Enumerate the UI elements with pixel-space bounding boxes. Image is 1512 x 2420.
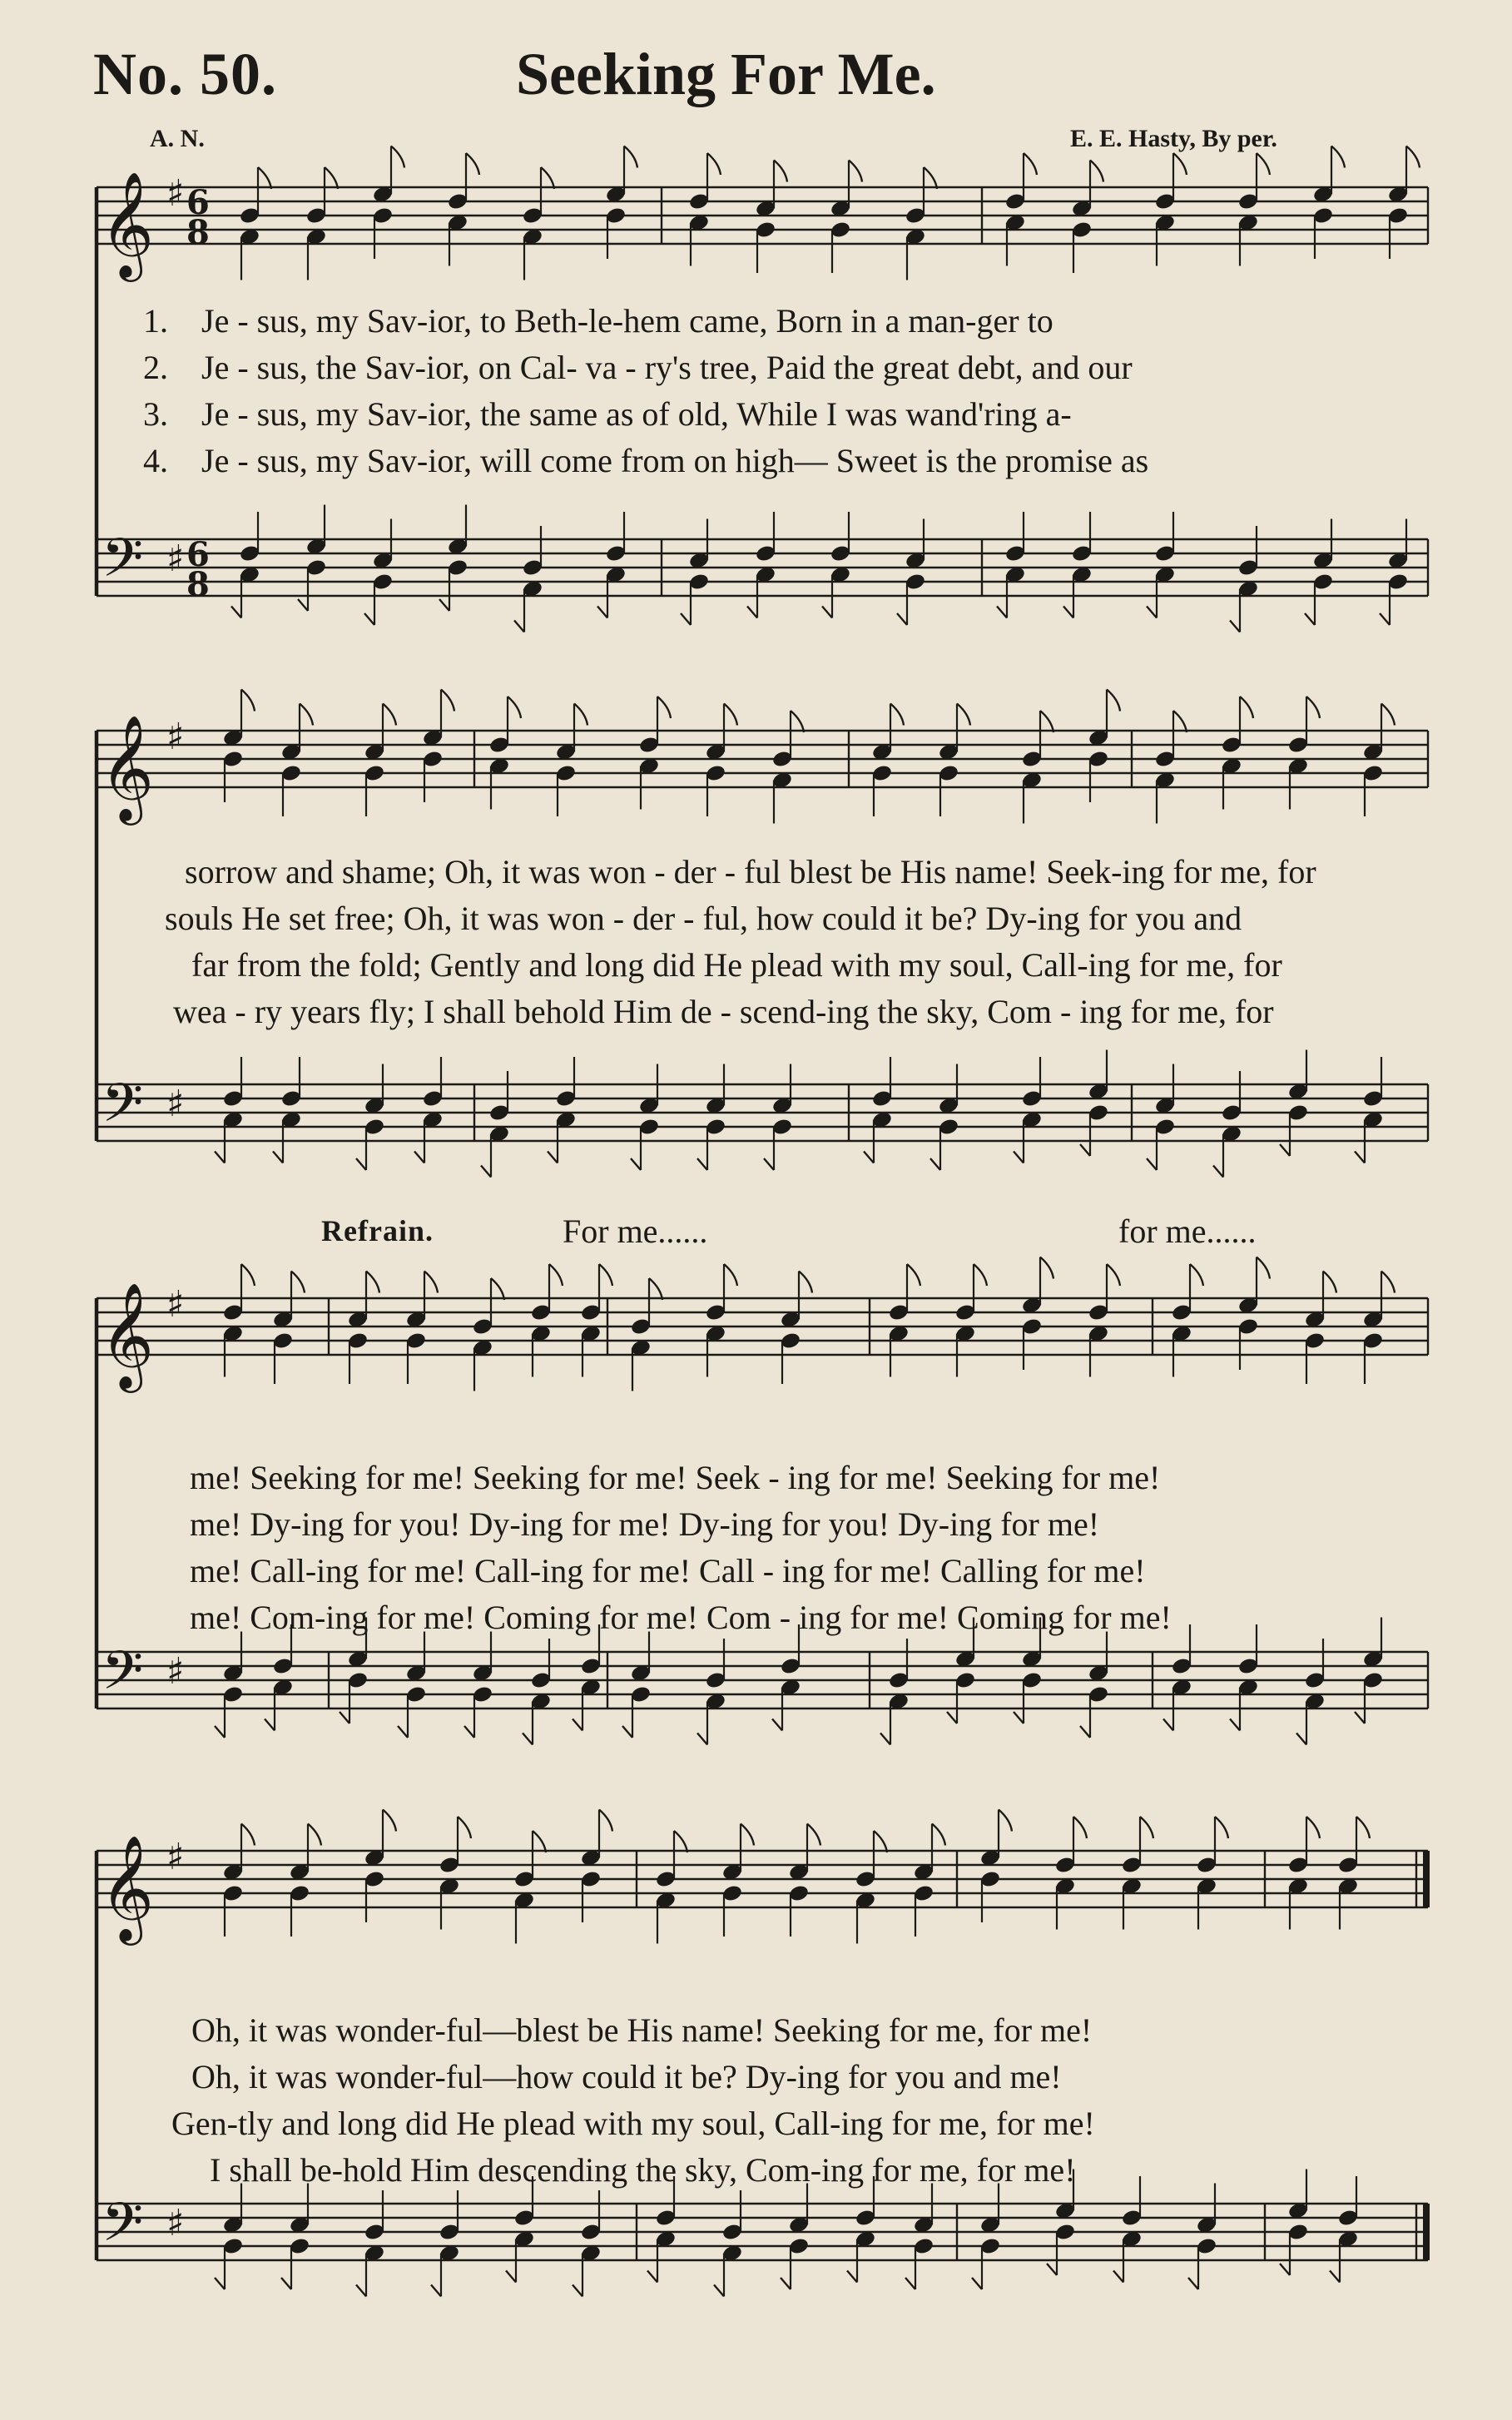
note-flag xyxy=(1113,2271,1123,2283)
lyric-line: Oh, it was wonder-ful—blest be His name! Seeking for me, for me! xyxy=(191,2011,1093,2049)
note-flag xyxy=(308,1824,321,1846)
note-flag xyxy=(1040,1257,1053,1279)
note-flag xyxy=(1107,690,1120,712)
note-flag xyxy=(1306,1817,1320,1838)
note-flag xyxy=(1305,613,1315,625)
bass-clef: 𝄢 xyxy=(102,528,144,603)
note-flag xyxy=(622,1726,632,1738)
note-flag xyxy=(999,1810,1012,1832)
lyric-line: me! Seeking for me! Seeking for me! Seek - ing for me! Seeking for me! xyxy=(190,1459,1161,1496)
lyric-line: me! Com-ing for me! Coming for me! Com - ing for me! Coming for me! xyxy=(190,1599,1172,1636)
note-flag xyxy=(930,1158,940,1170)
note-flag xyxy=(1215,1817,1228,1838)
note-flag xyxy=(1355,1712,1365,1723)
note-flag xyxy=(681,613,691,625)
note-flag xyxy=(1047,2264,1057,2275)
refrain-cue: for me...... xyxy=(1118,1212,1257,1250)
note-flag xyxy=(880,1733,890,1745)
lyric-line: me! Call-ing for me! Call-ing for me! Call - ing for me! Calling for me! xyxy=(190,1552,1146,1589)
note-flag xyxy=(458,1817,471,1838)
note-flag xyxy=(340,1712,349,1723)
note-flag xyxy=(258,167,271,189)
note-flag xyxy=(974,1264,987,1286)
note-flag xyxy=(514,621,524,632)
note-flag xyxy=(649,1278,662,1300)
note-flag xyxy=(1230,1719,1240,1731)
note-flag xyxy=(741,1824,754,1846)
key-signature-sharp: ♯ xyxy=(166,1083,185,1125)
note-flag xyxy=(1280,1144,1290,1156)
note-flag xyxy=(1330,2271,1340,2283)
note-flag xyxy=(1406,146,1420,168)
bass-clef: 𝄢 xyxy=(102,1640,144,1715)
note-flag xyxy=(466,153,479,175)
note-flag xyxy=(1107,1264,1120,1286)
note-flag xyxy=(356,1158,366,1170)
note-flag xyxy=(599,1810,612,1832)
note-flag xyxy=(707,153,721,175)
note-flag xyxy=(1323,1272,1336,1293)
note-flag xyxy=(215,1726,225,1738)
note-flag xyxy=(491,1278,504,1300)
note-flag xyxy=(847,2271,857,2283)
lyric-line: Oh, it was wonder-ful—how could it be? Dy-ing for you and me! xyxy=(191,2058,1062,2095)
note-flag xyxy=(864,1152,874,1163)
note-flag xyxy=(523,1733,533,1745)
note-flag xyxy=(905,2278,915,2289)
note-flag xyxy=(1014,1712,1024,1723)
note-flag xyxy=(674,1831,687,1852)
note-flag xyxy=(291,1272,305,1293)
note-flag xyxy=(1040,711,1053,732)
note-flag xyxy=(822,607,832,618)
note-flag xyxy=(631,1158,641,1170)
hymn-title: Seeking For Me. xyxy=(516,41,936,107)
lyric-line: I shall be-hold Him descending the sky, Com-ing for me, for me! xyxy=(210,2151,1076,2189)
note-flag xyxy=(533,1831,546,1852)
note-flag xyxy=(932,1824,945,1846)
treble-clef: 𝄞 xyxy=(100,1834,155,1941)
note-flag xyxy=(997,607,1007,618)
note-flag xyxy=(298,599,308,611)
note-flag xyxy=(957,704,970,726)
note-flag xyxy=(1173,153,1187,175)
note-flag xyxy=(599,1264,612,1286)
note-flag xyxy=(1306,697,1320,718)
note-flag xyxy=(541,167,554,189)
hymn-number: No. 50. xyxy=(93,41,277,107)
bass-clef: 𝄢 xyxy=(102,2192,144,2267)
note-flag xyxy=(764,1158,774,1170)
note-flag xyxy=(300,704,313,726)
bass-clef: 𝄢 xyxy=(102,1073,144,1148)
note-flag xyxy=(1230,621,1240,632)
note-flag xyxy=(972,2278,982,2289)
note-flag xyxy=(714,2285,724,2297)
note-flag xyxy=(1257,1257,1270,1279)
note-flag xyxy=(1147,1158,1157,1170)
note-flag xyxy=(364,613,374,625)
note-flag xyxy=(366,1272,379,1293)
note-flag xyxy=(1163,1719,1173,1731)
note-flag xyxy=(241,690,255,712)
note-flag xyxy=(1090,161,1103,182)
key-signature-sharp: ♯ xyxy=(166,172,185,215)
note-flag xyxy=(1063,607,1073,618)
note-flag xyxy=(1381,1272,1395,1293)
note-flag xyxy=(1213,1166,1223,1178)
note-flag xyxy=(791,711,804,732)
note-flag xyxy=(799,1272,812,1293)
lyric-line: souls He set free; Oh, it was won - der - ful, how could it be? Dy-ing for you and xyxy=(165,900,1242,937)
note-flag xyxy=(508,697,521,718)
note-flag xyxy=(1188,2278,1198,2289)
note-flag xyxy=(774,161,787,182)
note-flag xyxy=(281,2278,291,2289)
note-flag xyxy=(273,1152,283,1163)
note-flag xyxy=(597,607,607,618)
note-flag xyxy=(1280,2264,1290,2275)
note-flag xyxy=(647,2271,657,2283)
note-flag xyxy=(439,599,449,611)
treble-clef: 𝄞 xyxy=(100,1282,155,1388)
note-flag xyxy=(398,1726,408,1738)
note-flag xyxy=(241,1264,255,1286)
note-flag xyxy=(624,146,637,168)
note-flag xyxy=(506,2271,516,2283)
note-flag xyxy=(1024,153,1037,175)
note-flag xyxy=(1190,1264,1203,1286)
note-flag xyxy=(1073,1817,1087,1838)
note-flag xyxy=(431,2285,441,2297)
lyric-line: 2. Je - sus, the Sav-ior, on Cal- va - ry's tree, Paid the great debt, and our xyxy=(143,349,1133,386)
time-signature-bottom: 8 xyxy=(186,213,210,252)
lyric-line: 3. Je - sus, my Sav-ior, the same as of old, While I was wand'ring a- xyxy=(143,395,1072,433)
note-flag xyxy=(1356,1817,1370,1838)
note-flag xyxy=(781,2278,791,2289)
treble-clef: 𝄞 xyxy=(100,171,155,277)
note-flag xyxy=(697,1733,707,1745)
note-flag xyxy=(1080,1726,1090,1738)
note-flag xyxy=(657,697,671,718)
lyric-line: Gen-tly and long did He plead with my soul, Call-ing for me, for me! xyxy=(171,2105,1095,2142)
note-flag xyxy=(573,2285,582,2297)
note-flag xyxy=(325,167,338,189)
note-flag xyxy=(549,1264,563,1286)
note-flag xyxy=(548,1152,558,1163)
composer-credit: E. E. Hasty, By per. xyxy=(1070,125,1277,152)
note-flag xyxy=(1355,1152,1365,1163)
note-flag xyxy=(573,1719,582,1731)
note-flag xyxy=(1080,1144,1090,1156)
note-flag xyxy=(849,161,862,182)
note-flag xyxy=(890,704,904,726)
note-flag xyxy=(1257,153,1270,175)
note-flag xyxy=(414,1152,424,1163)
note-flag xyxy=(874,1831,887,1852)
treble-clef: 𝄞 xyxy=(100,714,155,821)
note-flag xyxy=(265,1719,275,1731)
note-flag xyxy=(697,1158,707,1170)
note-flag xyxy=(897,613,907,625)
note-flag xyxy=(1380,613,1390,625)
note-flag xyxy=(241,1824,255,1846)
author-credit: A. N. xyxy=(150,125,205,152)
lyric-line: far from the fold; Gently and long did He plead with my soul, Call-ing for me, for xyxy=(191,946,1282,984)
key-signature-sharp: ♯ xyxy=(166,716,185,758)
note-flag xyxy=(215,2278,225,2289)
note-flag xyxy=(907,1264,920,1286)
lyric-line: 1. Je - sus, my Sav-ior, to Beth-le-hem came, Born in a man-ger to xyxy=(143,302,1053,340)
note-flag xyxy=(383,704,396,726)
note-flag xyxy=(215,1152,225,1163)
note-flag xyxy=(383,1810,396,1832)
note-flag xyxy=(747,607,757,618)
note-flag xyxy=(1147,607,1157,618)
lyric-line: wea - ry years fly; I shall behold Him de - scend-ing the sky, Com - ing for me, for xyxy=(173,993,1274,1030)
time-signature-top: 6 xyxy=(186,183,210,222)
refrain-cue: For me...... xyxy=(563,1212,708,1250)
note-flag xyxy=(574,704,587,726)
note-flag xyxy=(424,1272,438,1293)
note-flag xyxy=(464,1726,474,1738)
key-signature-sharp: ♯ xyxy=(166,1836,185,1878)
note-flag xyxy=(724,1264,737,1286)
note-flag xyxy=(1014,1152,1024,1163)
note-flag xyxy=(924,167,937,189)
note-flag xyxy=(772,1719,782,1731)
note-flag xyxy=(1331,146,1345,168)
lyric-line: sorrow and shame; Oh, it was won - der - ful blest be His name! Seek-ing for me, for xyxy=(185,853,1316,890)
note-flag xyxy=(391,146,404,168)
refrain-label: Refrain. xyxy=(321,1214,434,1247)
note-flag xyxy=(724,704,737,726)
note-flag xyxy=(356,2285,366,2297)
key-signature-sharp: ♯ xyxy=(166,2202,185,2244)
key-signature-sharp: ♯ xyxy=(166,1283,185,1326)
note-flag xyxy=(947,1712,957,1723)
lyric-line: me! Dy-ing for you! Dy-ing for me! Dy-ing for you! Dy-ing for me! xyxy=(190,1505,1100,1543)
note-flag xyxy=(1173,711,1187,732)
time-signature-top: 6 xyxy=(186,535,210,574)
lyric-line: 4. Je - sus, my Sav-ior, will come from on high— Sweet is the promise as xyxy=(143,442,1149,479)
time-signature-bottom: 8 xyxy=(186,565,210,604)
note-flag xyxy=(807,1824,820,1846)
note-flag xyxy=(1381,704,1395,726)
key-signature-sharp: ♯ xyxy=(166,538,185,580)
note-flag xyxy=(481,1166,491,1178)
key-signature-sharp: ♯ xyxy=(166,1650,185,1693)
note-flag xyxy=(1240,697,1253,718)
note-flag xyxy=(1140,1817,1153,1838)
note-flag xyxy=(441,690,454,712)
note-flag xyxy=(1296,1733,1306,1745)
note-flag xyxy=(231,607,241,618)
